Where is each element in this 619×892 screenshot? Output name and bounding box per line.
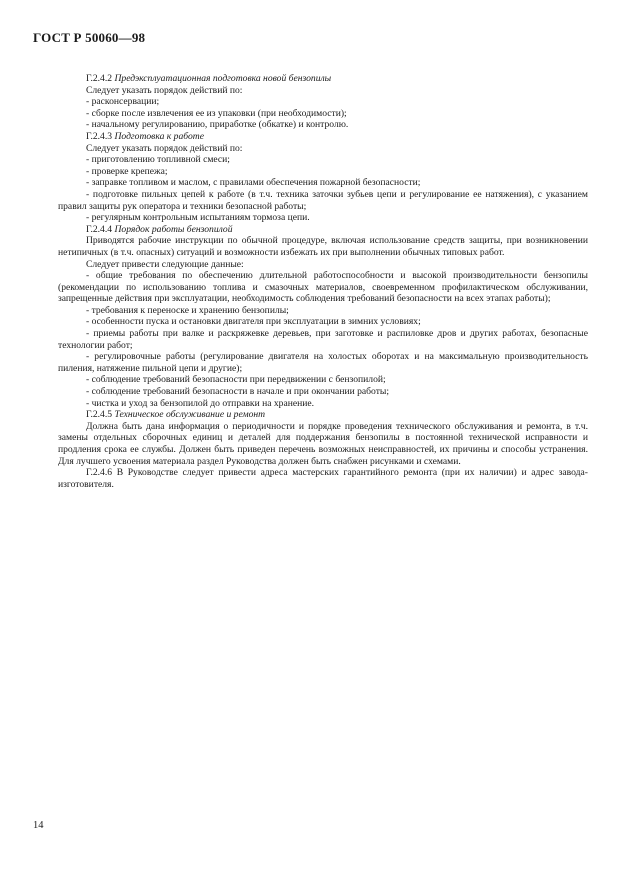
section-title: Техническое обслуживание и ремонт (114, 409, 266, 421)
list-item: - сборке после извлечения ее из упаковки (при необходимости); (86, 107, 347, 119)
list-item: - расконсервации; (86, 96, 160, 108)
section-heading-g245 (58, 409, 588, 421)
section-title: Порядок работы бензопилой (114, 223, 233, 235)
document-header: ГОСТ Р 50060—98 (33, 30, 146, 45)
list-item: - регулярным контрольным испытаниям тормоза цепи. (86, 212, 310, 224)
list-line: Следует указать порядок действий по: (86, 84, 243, 96)
list-item: - приготовлению топливной смеси; (86, 154, 230, 166)
list-item: - общие требования по обеспечению длительной работоспособности и высокой производительности бензопилы (рекомендации по использованию топлива и смазочных материалов, своевременном профилактическом обслуживании, запрещенные действия при эксплуатации, необходимость соблюдения требований безопасности на всех этапах работы); (58, 270, 588, 305)
section-title: Предэксплуатационная подготовка новой бензопилы (114, 73, 332, 84)
document-body (58, 73, 588, 490)
page-number: 14 (33, 820, 44, 831)
list-item: - проверке крепежа; (86, 165, 168, 177)
section-number: Г.2.4.2 (86, 73, 113, 84)
section-heading-g243 (58, 131, 588, 143)
paragraph-g246: Г.2.4.6 В Руководстве следует привести адреса мастерских гарантийного ремонта (при их наличии) и адрес завода-изготовителя. (58, 467, 588, 490)
section-heading-g244 (58, 224, 588, 236)
paragraph: Приводятся рабочие инструкции по обычной процедуре, включая использование средств защиты, при возникновении нетипичных (в т.ч. опасных) ситуаций и возможности избежать их при выполнении обычных типовых работ. (58, 235, 588, 258)
paragraph: Должна быть дана информация о периодичности и порядке проведения технического обслуживания и ремонта, в т.ч. замены отдельных сборочных единиц и деталей для поддержания бензопилы в постоянной технической исправности и продления срока ее службы. Должен быть приведен перечень возможных неисправностей, их причины и способы устранения. Для лучшего усвоения материала раздел Руководства должен быть снабжен рисунками и схемами. (58, 420, 588, 467)
list-line: Следует указать порядок действий по: (86, 142, 243, 154)
list-item: - регулировочные работы (регулирование двигателя на холостых оборотах и на максимальную производительность пиления, натяжение пильной цепи и другие); (58, 351, 588, 374)
section-heading-g242 (58, 73, 588, 85)
section-number: Г.2.4.3 (86, 130, 113, 142)
list-item: - требования к переноске и хранению бензопилы; (86, 304, 289, 316)
list-item: - чистка и уход за бензопилой до отправки на хранение. (86, 397, 315, 409)
list-item: - особенности пуска и остановки двигателя при эксплуатации в зимних условиях; (86, 316, 421, 328)
section-number: Г.2.4.5 (86, 409, 113, 421)
list-item: - подготовке пильных цепей к работе (в т.ч. техника заточки зубьев цепи и регулирование ее натяжения), с указанием правил защиты рук оператора и техники безопасной работы; (58, 188, 588, 212)
list-item: - начальному регулированию, приработке (обкатке) и контролю. (86, 119, 349, 131)
list-item: - приемы работы при валке и раскряжевке деревьев, при заготовке и распиловке дров и других работах, безопасные технологии работ; (58, 328, 588, 351)
section-title: Подготовка к работе (114, 130, 204, 142)
list-item: - соблюдение требований безопасности при передвижении с бензопилой; (86, 374, 386, 386)
list-item: - соблюдение требований безопасности в начале и при окончании работы; (86, 386, 390, 398)
section-number: Г.2.4.4 (86, 223, 113, 235)
list-line: Следует привести следующие данные: (86, 258, 244, 270)
list-item: - заправке топливом и маслом, с правилами обеспечения пожарной безопасности; (86, 177, 421, 189)
